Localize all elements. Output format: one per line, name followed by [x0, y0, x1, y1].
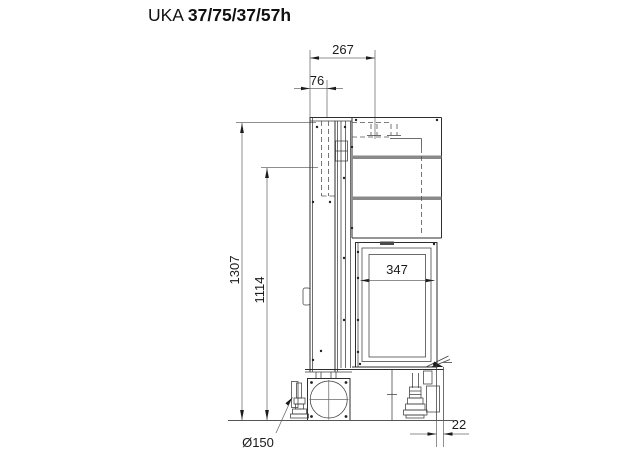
dimension-labels	[227, 42, 466, 450]
base-stand	[305, 364, 444, 421]
dimension-lines	[236, 50, 469, 447]
front-foot	[291, 382, 309, 419]
dim-label-fan-diameter: Ø150	[242, 435, 274, 450]
drawing-title	[148, 5, 291, 25]
side-connector-nub	[303, 288, 310, 305]
title-model: 37/75/37/57h	[187, 5, 292, 25]
dim-label-1114: 1114	[252, 276, 267, 304]
profile-bar-upper	[352, 156, 442, 160]
profile-bar-lower	[352, 197, 442, 201]
dim-label-76: 76	[309, 73, 325, 88]
dim-label-267: 267	[332, 42, 354, 57]
door-latch	[380, 242, 394, 246]
title-series: UKA	[148, 5, 184, 25]
firebox-door	[356, 242, 453, 368]
dim-label-1307: 1307	[227, 255, 242, 285]
fan-unit	[308, 379, 351, 421]
dim-label-347: 347	[386, 262, 408, 277]
convection-box	[352, 118, 442, 239]
hidden-flue-stub	[352, 123, 401, 138]
dim-label-22: 22	[451, 417, 467, 432]
